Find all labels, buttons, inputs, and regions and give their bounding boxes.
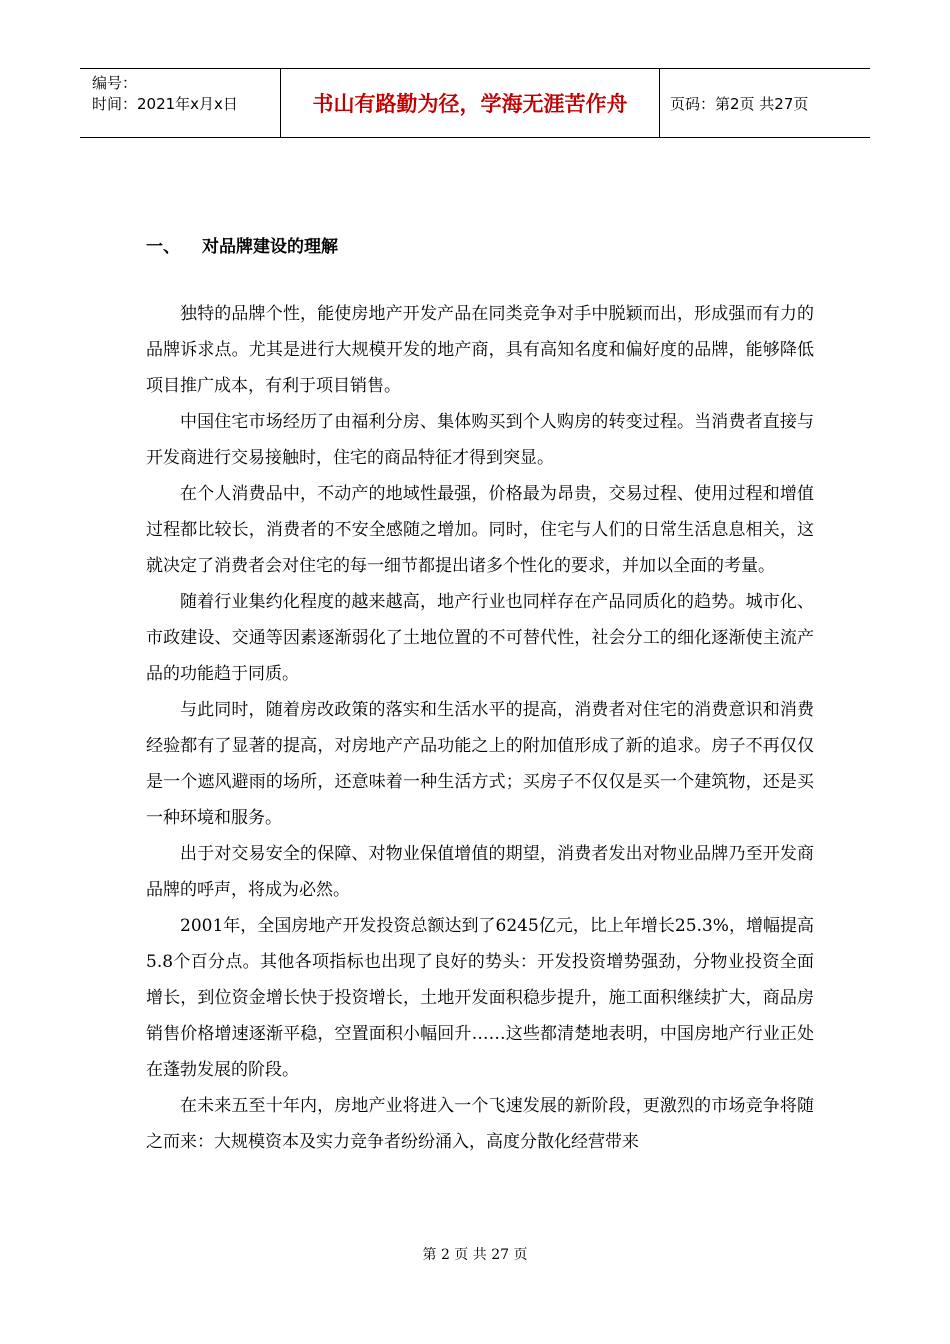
section-title-text: 对品牌建设的理解 xyxy=(202,237,338,257)
document-number-label: 编号： xyxy=(92,74,138,92)
document-time-label: 时间：2021年x月x日 xyxy=(92,95,238,113)
paragraph-8: 在未来五至十年内，房地产业将进入一个飞速发展的新阶段，更激烈的市场竞争将随之而来：大规模资本及实力竞争者纷纷涌入，高度分散化经营带来 xyxy=(146,1096,814,1152)
body-text xyxy=(146,296,814,1160)
paragraph-1: 独特的品牌个性，能使房地产开发产品在同类竞争对手中脱颖而出，形成强而有力的品牌诉求点。尤其是进行大规模开发的地产商，具有高知名度和偏好度的品牌，能够降低项目推广成本，有利于项目销售。 xyxy=(146,304,814,396)
header-page-code: 页码：第2页 共27页 xyxy=(670,94,809,113)
section-heading xyxy=(146,232,338,257)
paragraph-6: 出于对交易安全的保障、对物业保值增值的期望，消费者发出对物业品牌乃至开发商品牌的呼声，将成为必然。 xyxy=(146,844,814,900)
paragraph-5: 与此同时，随着房改政策的落实和生活水平的提高，消费者对住宅的消费意识和消费经验都有了显著的提高，对房地产产品功能之上的附加值形成了新的追求。房子不再仅仅是一个遮风避雨的场所，还意味着一种生活方式；买房子不仅仅是买一个建筑物，还是买一种环境和服务。 xyxy=(146,700,814,828)
header-motto: 书山有路勤为径，学海无涯苦作舟 xyxy=(280,69,660,137)
paragraph-7: 2001年，全国房地产开发投资总额达到了6245亿元，比上年增长25.3%，增幅提高5.8个百分点。其他各项指标也出现了良好的势头：开发投资增势强劲，分物业投资全面增长，到位资金增长快于投资增长，土地开发面积稳步提升，施工面积继续扩大，商品房销售价格增速逐渐平稳，空置面积小幅回升……这些都清楚地表明，中国房地产行业正处在蓬勃发展的阶段。 xyxy=(146,916,814,1080)
header-left-cell xyxy=(80,69,280,137)
section-number: 一、 xyxy=(146,237,180,257)
page-header xyxy=(80,68,870,138)
page-footer: 第 2 页 共 27 页 xyxy=(422,1247,528,1263)
paragraph-4: 随着行业集约化程度的越来越高，地产行业也同样存在产品同质化的趋势。城市化、市政建设、交通等因素逐渐弱化了土地位置的不可替代性，社会分工的细化逐渐使主流产品的功能趋于同质。 xyxy=(146,592,814,684)
paragraph-2: 中国住宅市场经历了由福利分房、集体购买到个人购房的转变过程。当消费者直接与开发商进行交易接触时，住宅的商品特征才得到突显。 xyxy=(146,412,814,468)
paragraph-3: 在个人消费品中，不动产的地域性最强，价格最为昂贵，交易过程、使用过程和增值过程都比较长，消费者的不安全感随之增加。同时，住宅与人们的日常生活息息相关，这就决定了消费者会对住宅的每一细节都提出诸多个性化的要求，并加以全面的考量。 xyxy=(146,484,814,576)
